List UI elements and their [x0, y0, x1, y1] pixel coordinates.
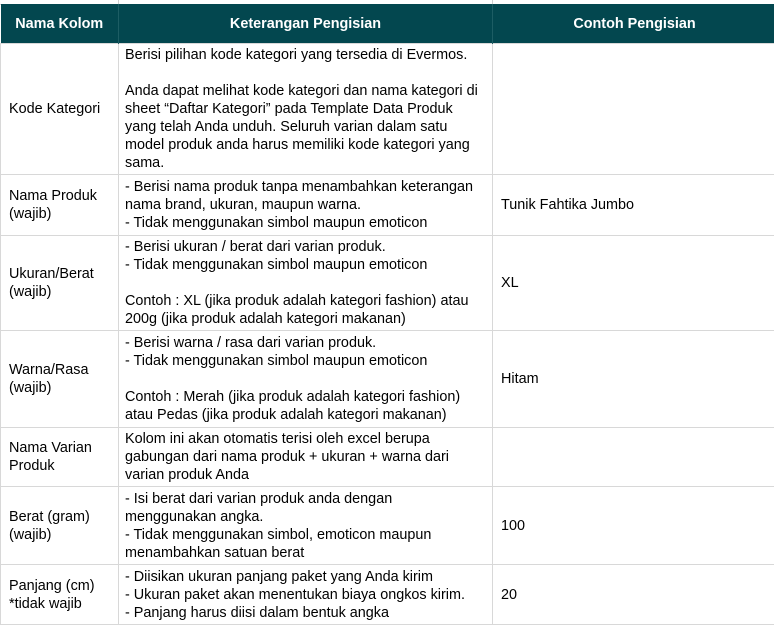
header-row [1, 4, 774, 44]
header-nama-kolom: Nama Kolom [1, 4, 119, 44]
cell-example[interactable]: Tunik Fahtika Jumbo [493, 175, 774, 236]
header-contoh: Contoh Pengisian [493, 4, 774, 44]
cell-description[interactable]: - Isi berat dari varian produk anda dengan menggunakan angka. - Tidak menggunakan simbol, emoticon maupun menambahkan satuan berat [119, 487, 493, 565]
cell-column-name[interactable]: Nama Produk (wajib) [1, 175, 119, 236]
cell-column-name[interactable]: Panjang (cm) *tidak wajib [1, 565, 119, 625]
cell-description[interactable]: - Berisi ukuran / berat dari varian produk. - Tidak menggunakan simbol maupun emoticon Contoh : XL (jika produk adalah kategori fashion) atau 200g (jika produk adalah kategori makanan) [119, 236, 493, 331]
cell-example[interactable]: 100 [493, 487, 774, 565]
cell-description[interactable]: Kolom ini akan otomatis terisi oleh excel berupa gabungan dari nama produk + ukuran + warna dari varian produk Anda [119, 428, 493, 487]
cell-description[interactable]: - Berisi nama produk tanpa menambahkan keterangan nama brand, ukuran, maupun warna. - Tidak menggunakan simbol maupun emoticon [119, 175, 493, 236]
cell-example[interactable]: 20 [493, 565, 774, 625]
table-row [1, 487, 774, 565]
cell-column-name[interactable]: Berat (gram) (wajib) [1, 487, 119, 565]
table-row [1, 331, 774, 428]
field-guide-table [0, 4, 774, 625]
cell-description[interactable]: - Berisi warna / rasa dari varian produk. - Tidak menggunakan simbol maupun emoticon Contoh : Merah (jika produk adalah kategori fashion) atau Pedas (jika produk adalah kategori makanan) [119, 331, 493, 428]
cell-example[interactable]: XL [493, 236, 774, 331]
cell-example[interactable] [493, 428, 774, 487]
cell-description[interactable]: - Diisikan ukuran panjang paket yang Anda kirim - Ukuran paket akan menentukan biaya ongkos kirim. - Panjang harus diisi dalam bentuk angka [119, 565, 493, 625]
table-row [1, 565, 774, 625]
cell-description[interactable]: Berisi pilihan kode kategori yang tersedia di Evermos. Anda dapat melihat kode kategori dan nama kategori di sheet “Daftar Kategori” pada Template Data Produk yang telah Anda unduh. Seluruh varian dalam satu model produk anda harus memiliki kode kategori yang sama. [119, 44, 493, 175]
cell-example[interactable] [493, 44, 774, 175]
cell-column-name[interactable]: Ukuran/Berat (wajib) [1, 236, 119, 331]
cell-example[interactable]: Hitam [493, 331, 774, 428]
table-row [1, 236, 774, 331]
cell-column-name[interactable]: Kode Kategori [1, 44, 119, 175]
cell-column-name[interactable]: Nama Varian Produk [1, 428, 119, 487]
header-keterangan: Keterangan Pengisian [119, 4, 493, 44]
table-row [1, 44, 774, 175]
cell-column-name[interactable]: Warna/Rasa (wajib) [1, 331, 119, 428]
table-row [1, 428, 774, 487]
table-row [1, 175, 774, 236]
